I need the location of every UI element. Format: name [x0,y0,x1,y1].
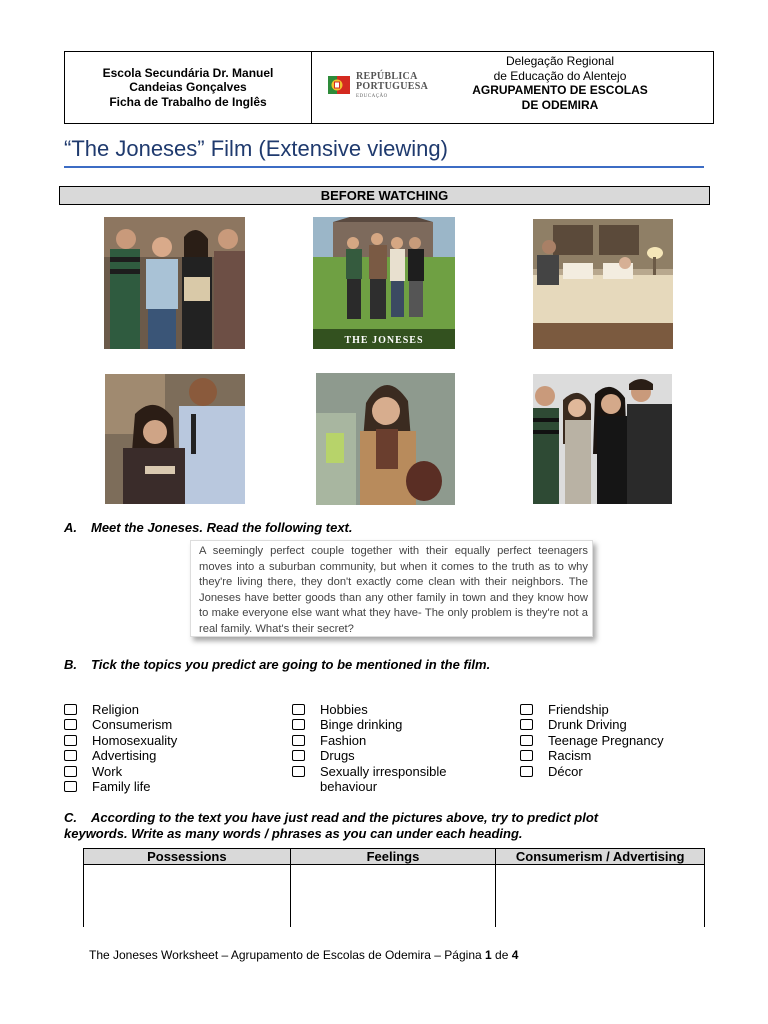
topic-item[interactable]: Drunk Driving [520,717,710,732]
footer-page-total: 4 [511,948,519,962]
school-name-line2: Candeias Gonçalves [129,80,247,95]
school-name-line1: Escola Secundária Dr. Manuel [102,65,274,80]
checkbox[interactable] [64,750,77,761]
page-title: “The Joneses” Film (Extensive viewing) [64,136,448,161]
checkbox[interactable] [292,735,305,746]
worksheet-type: Ficha de Trabalho de Inglês [109,94,267,109]
topic-item[interactable]: Décor [520,764,710,779]
checkbox[interactable] [292,766,305,777]
topic-item[interactable]: Homosexuality [64,733,279,748]
topic-item[interactable]: Fashion [292,733,507,748]
synopsis-text: A seemingly perfect couple together with their equally perfect teenagers moves into a suburban community, but when it comes to the truth as to why they're living there, they don't exactly come clean with their neighbors. The Joneses have better goods than any other family in town and they know how to make everyone else want what they have- The only problem is they're not a real family. What's their secret? [190,540,593,637]
agrupamento-line2: DE ODEMIRA [521,97,599,112]
header-box [64,51,714,124]
topic-item[interactable]: Sexually irresponsible behaviour [292,764,507,795]
section-a-letter: A. [64,520,77,535]
checkbox[interactable] [64,735,77,746]
column-header-consumerism: Consumerism / Advertising [496,849,705,865]
checkbox[interactable] [64,781,77,792]
column-header-possessions: Possessions [84,849,291,865]
consumerism-answer-cell[interactable] [496,865,705,927]
checkbox[interactable] [64,719,77,730]
checkbox[interactable] [292,750,305,761]
checkbox[interactable] [64,704,77,715]
topic-item[interactable]: Drugs [292,748,507,763]
bedroom-photo [533,219,673,349]
delegacao-line2: de Educação do Alentejo [493,68,627,83]
section-c-letter: C. [64,810,77,825]
section-a-heading [64,520,353,535]
checkbox[interactable] [64,766,77,777]
topic-item[interactable]: Racism [520,748,710,763]
column-header-feelings: Feelings [290,849,496,865]
republica-portuguesa-logo: REPÚBLICA PORTUGUESA EDUCAÇÃO [356,71,429,99]
movie-poster-photo [313,217,455,349]
feelings-answer-cell[interactable] [290,865,496,927]
topic-item[interactable]: Consumerism [64,717,279,732]
delegacao-block [460,54,660,112]
before-watching-label: BEFORE WATCHING [320,188,449,203]
page-footer [89,948,518,962]
checkbox[interactable] [292,719,305,730]
keywords-table [83,848,705,927]
topic-item[interactable]: Advertising [64,748,279,763]
topic-item[interactable]: Hobbies [292,702,507,717]
checkbox[interactable] [520,766,533,777]
topic-list-column-2 [292,702,507,794]
portugal-crest-logo [328,74,350,96]
topic-item[interactable]: Family life [64,779,279,794]
checkbox[interactable] [520,735,533,746]
agrupamento-line1: AGRUPAMENTO DE ESCOLAS [472,83,648,97]
topic-item[interactable]: Binge drinking [292,717,507,732]
topic-list-column-1 [64,702,279,794]
institution-info [312,52,713,123]
delegacao-line1: Delegação Regional [505,54,615,68]
woman-photo [316,373,455,505]
checkbox[interactable] [520,719,533,730]
family-photo [533,374,672,504]
topic-item[interactable]: Friendship [520,702,710,717]
school-info [65,52,312,123]
section-b-letter: B. [64,657,77,672]
section-b-heading [64,657,490,672]
cast-photo-1 [104,217,245,349]
poster-title: THE JONESES [344,335,424,346]
topic-list-column-3 [520,702,710,779]
possessions-answer-cell[interactable] [84,865,291,927]
topic-item[interactable]: Work [64,764,279,779]
section-a-title: Meet the Joneses. Read the following text. [91,520,353,535]
footer-text: The Joneses Worksheet – Agrupamento de Escolas de Odemira – Página [89,948,486,962]
checkbox[interactable] [520,704,533,715]
topic-item[interactable]: Religion [64,702,279,717]
checkbox[interactable] [520,750,533,761]
section-b-title: Tick the topics you predict are going to be mentioned in the film. [91,657,491,672]
footer-page-number: 1 [485,948,492,962]
footer-of: de [491,948,512,962]
checkbox[interactable] [292,704,305,715]
section-c-title: According to the text you have just read and the pictures above, try to predict plot keywords. Write as many words / phrases as you can under each heading. [64,810,599,841]
couple-photo [105,374,245,504]
title-underline [64,166,704,168]
section-c-heading [64,810,664,841]
topic-item[interactable]: Teenage Pregnancy [520,733,710,748]
before-watching-bar [59,186,710,205]
